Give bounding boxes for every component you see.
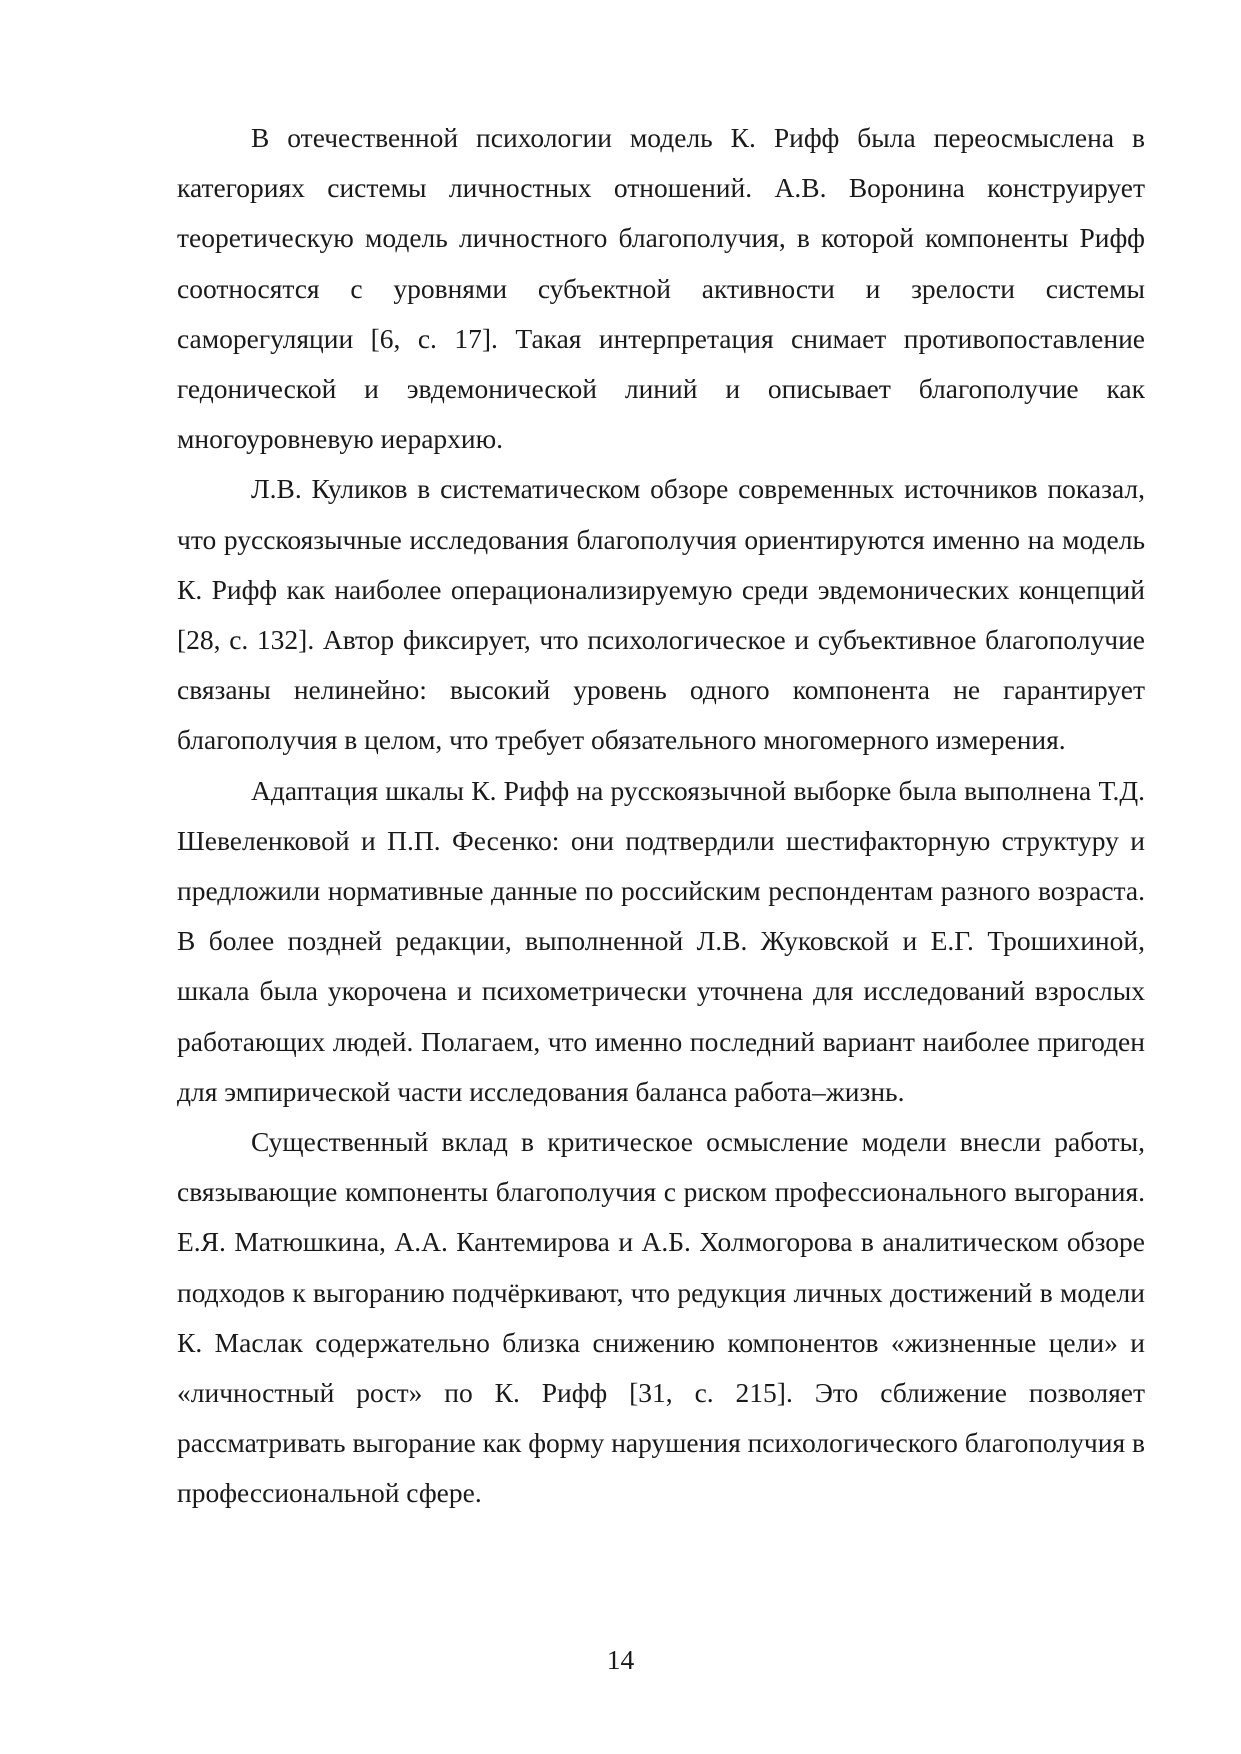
document-body [177, 113, 1145, 1519]
paragraph-4: Существенный вклад в критическое осмысление модели внесли работы, связывающие компоненты благополучия с риском профессионального выгорания. Е.Я. Матюшкина, А.А. Кантемирова и А.Б. Холмогорова в аналитическом обзоре подходов к выгоранию подчёркивают, что редукция личных достижений в модели К. Маслак содержательно близка снижению компонентов «жизненные цели» и «личностный рост» по К. Рифф [31, с. 215]. Это сближение позволяет рассматривать выгорание как форму нарушения психологического благополучия в профессиональной сфере. [177, 1126, 1145, 1509]
paragraph-3: Адаптация шкалы К. Рифф на русскоязычной выборке была выполнена Т.Д. Шевеленковой и П.П. Фесенко: они подтвердили шестифакторную структуру и предложили нормативные данные по российским респондентам разного возраста. В более поздней редакции, выполненной Л.В. Жуковской и Е.Г. Трошихиной, шкала была укорочена и психометрически уточнена для исследований взрослых работающих людей. Полагаем, что именно последний вариант наиболее пригоден для эмпирической части исследования баланса работа–жизнь. [177, 774, 1145, 1107]
paragraph-1: В отечественной психологии модель К. Рифф была переосмыслена в категориях системы личностных отношений. А.В. Воронина конструирует теоретическую модель личностного благополучия, в которой компоненты Рифф соотносятся с уровнями субъектной активности и зрелости системы саморегуляции [6, с. 17]. Такая интерпретация снимает противопоставление гедонической и эвдемонической линий и описывает благополучие как многоуровневую иерархию. [177, 122, 1145, 455]
page-number: 14 [606, 1644, 635, 1675]
paragraph-2: Л.В. Куликов в систематическом обзоре современных источников показал, что русскоязычные исследования благополучия ориентируются именно на модель К. Рифф как наиболее операционализируемую среди эвдемонических концепций [28, с. 132]. Автор фиксирует, что психологическое и субъективное благополучие связаны нелинейно: высокий уровень одного компонента не гарантирует благополучия в целом, что требует обязательного многомерного измерения. [177, 473, 1145, 756]
